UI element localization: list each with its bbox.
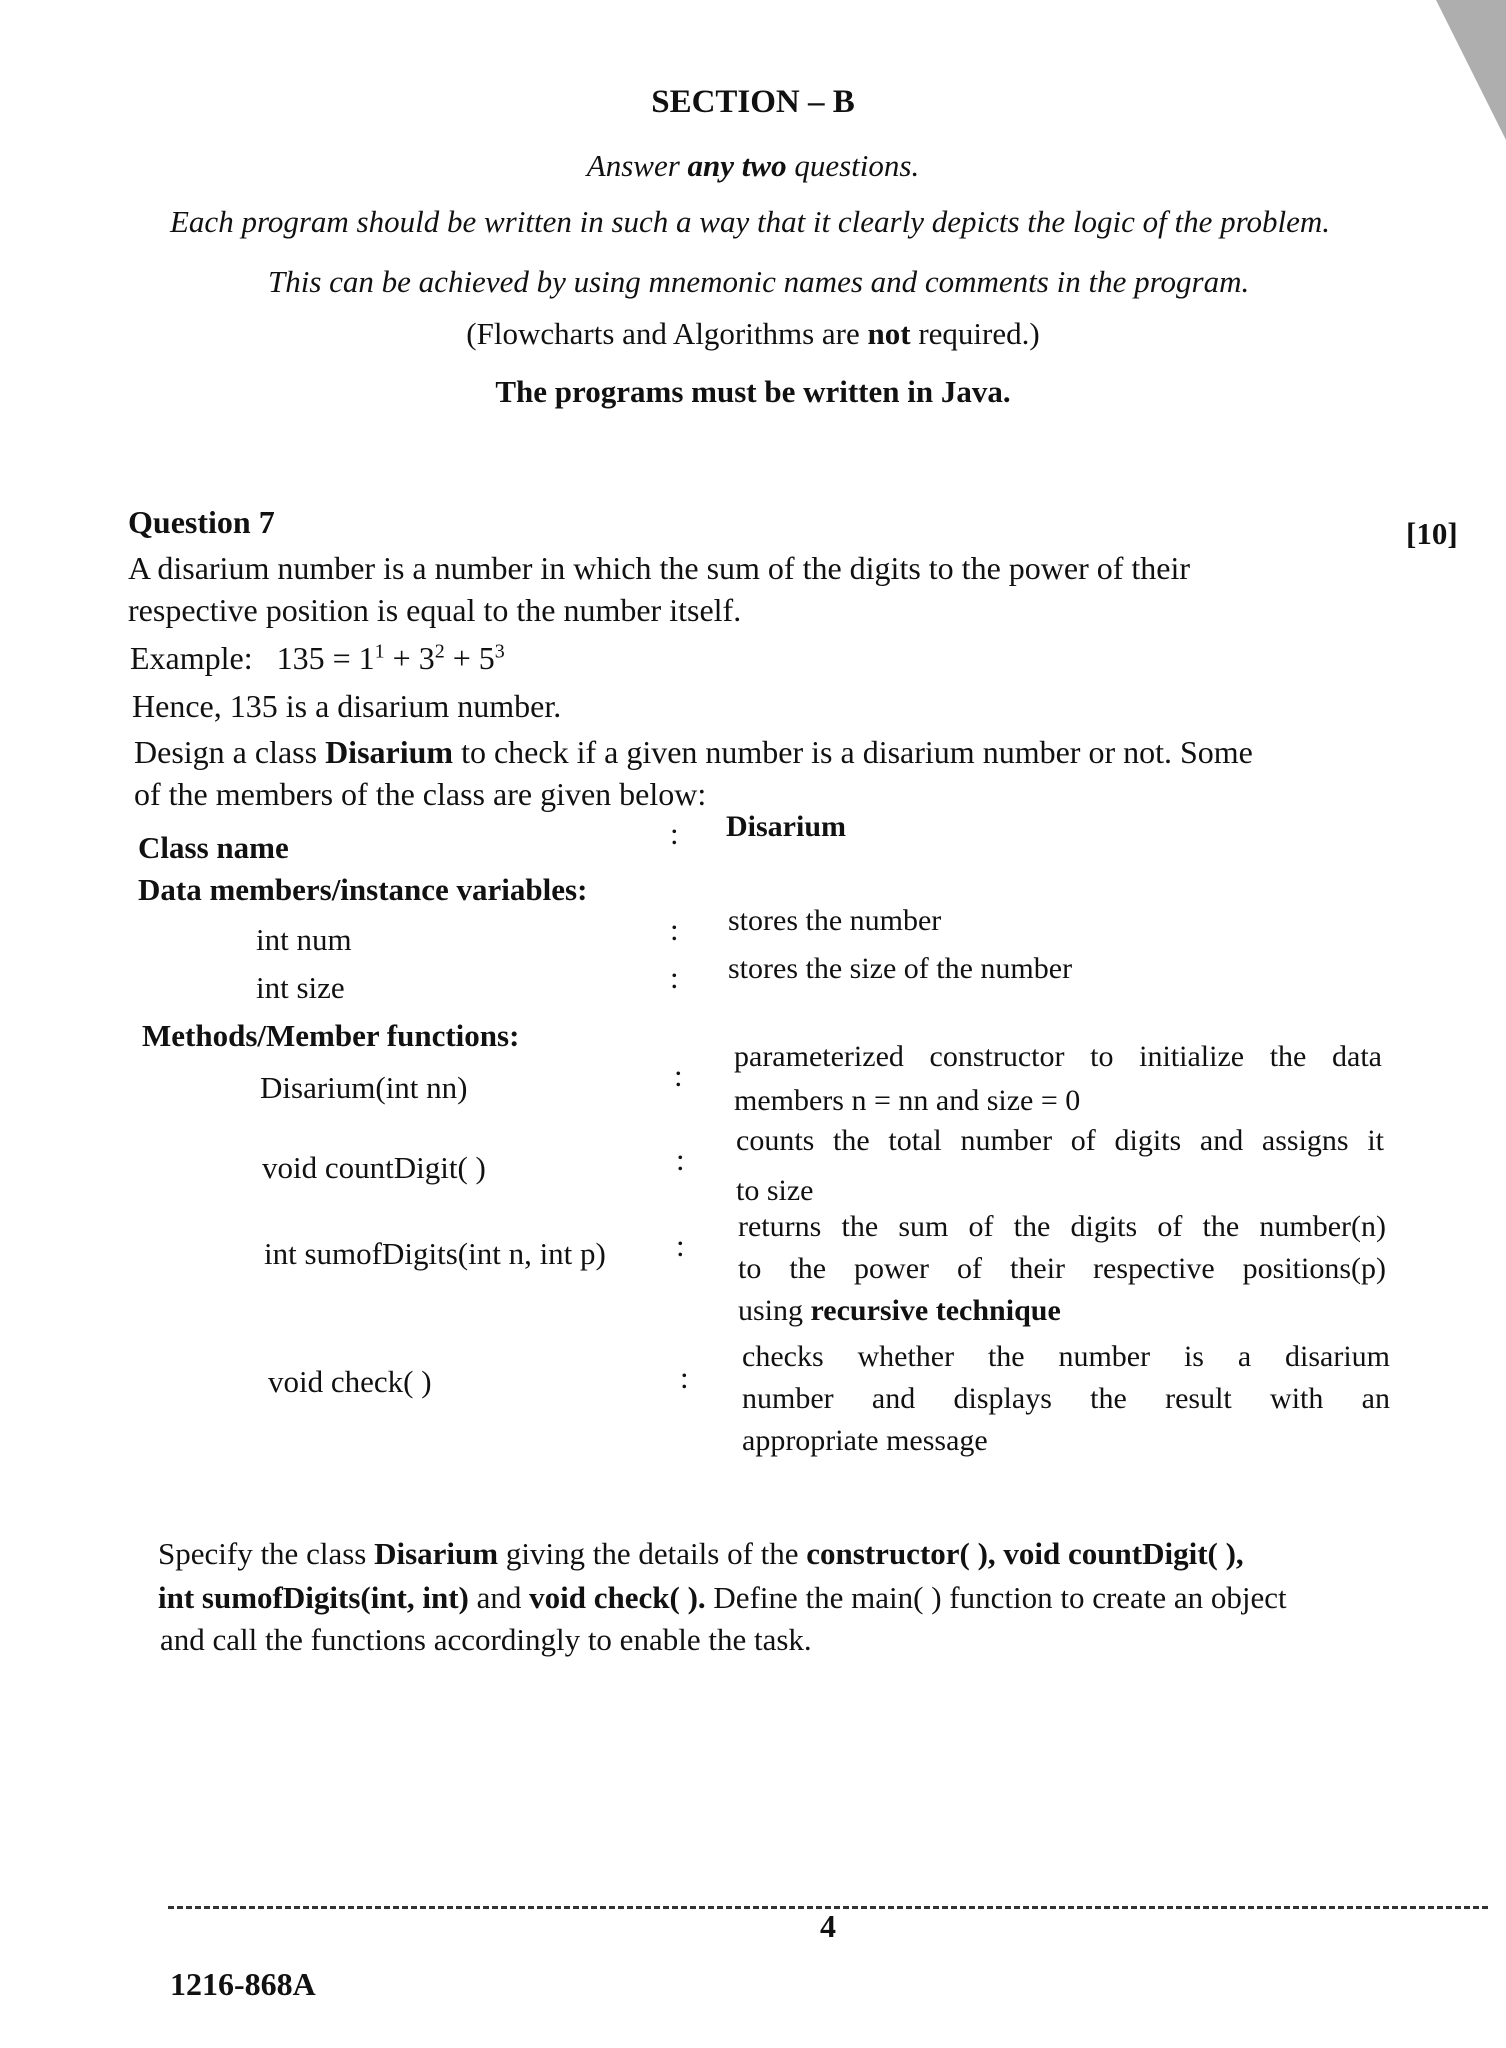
- method-desc-line: checks whether the number is a disarium: [742, 1340, 1390, 1373]
- method-desc-line: counts the total number of digits and assigns it: [736, 1124, 1384, 1157]
- colon: :: [670, 816, 679, 851]
- data-member-name: int size: [256, 970, 345, 1005]
- specify-line-3: and call the functions accordingly to enable the task.: [160, 1622, 812, 1657]
- definition-line-1: A disarium number is a number in which the sum of the digits to the power of their: [128, 550, 1191, 586]
- data-member-desc: stores the number: [728, 904, 942, 937]
- definition-line-2: respective position is equal to the number itself.: [128, 592, 742, 628]
- method-name: void check( ): [268, 1364, 432, 1399]
- design-line-1: Design a class Disarium to check if a given number is a disarium number or not. Some: [134, 734, 1253, 770]
- colon: :: [680, 1360, 689, 1395]
- method-desc-line: parameterized constructor to initialize the data: [734, 1040, 1382, 1073]
- specify-line-2: int sumofDigits(int, int) and void check( ). Define the main( ) function to create an object: [158, 1580, 1287, 1615]
- class-name-value: Disarium: [726, 810, 846, 843]
- colon: :: [676, 1142, 685, 1177]
- method-desc-line: appropriate message: [742, 1424, 988, 1457]
- colon: :: [676, 1228, 685, 1263]
- class-name-label: Class name: [138, 830, 289, 865]
- colon: :: [670, 912, 679, 947]
- colon: :: [674, 1058, 683, 1093]
- method-name: void countDigit( ): [262, 1150, 486, 1185]
- question-marks: [10]: [1406, 516, 1458, 551]
- methods-label: Methods/Member functions:: [142, 1018, 520, 1053]
- program-guideline-1: Each program should be written in such a way that it clearly depicts the logic of the problem.: [170, 204, 1331, 239]
- flowchart-note: (Flowcharts and Algorithms are not required.): [466, 316, 1040, 351]
- method-name: Disarium(int nn): [260, 1070, 468, 1105]
- hence-line: Hence, 135 is a disarium number.: [132, 688, 562, 724]
- data-members-label: Data members/instance variables:: [138, 872, 588, 907]
- method-name: int sumofDigits(int n, int p): [264, 1236, 606, 1271]
- design-line-2: of the members of the class are given below:: [134, 776, 707, 812]
- paper-code: 1216-868A: [170, 1966, 316, 2002]
- data-member-name: int num: [256, 922, 352, 957]
- section-instruction: Answer any two questions.: [586, 148, 920, 183]
- method-desc-line: returns the sum of the digits of the number(n): [738, 1210, 1386, 1243]
- java-requirement: The programs must be written in Java.: [495, 374, 1011, 409]
- method-desc-line: to the power of their respective positions(p): [738, 1252, 1386, 1285]
- specify-line-1: Specify the class Disarium giving the details of the constructor( ), void countDigit( ),: [158, 1536, 1244, 1571]
- program-guideline-2: This can be achieved by using mnemonic names and comments in the program.: [268, 264, 1250, 299]
- method-desc-line: using recursive technique: [738, 1294, 1061, 1327]
- page-number: 4: [820, 1908, 836, 1944]
- method-desc-line: members n = nn and size = 0: [734, 1084, 1081, 1117]
- method-desc-line: to size: [736, 1174, 814, 1207]
- example-line: Example: $135 = 1^1 + 3^2 + 5^3$: [130, 640, 505, 676]
- colon: :: [670, 960, 679, 995]
- data-member-desc: stores the size of the number: [728, 952, 1073, 985]
- question-title: Question 7: [128, 504, 275, 540]
- section-title: SECTION – B: [651, 84, 855, 120]
- method-desc-line: number and displays the result with an: [742, 1382, 1390, 1415]
